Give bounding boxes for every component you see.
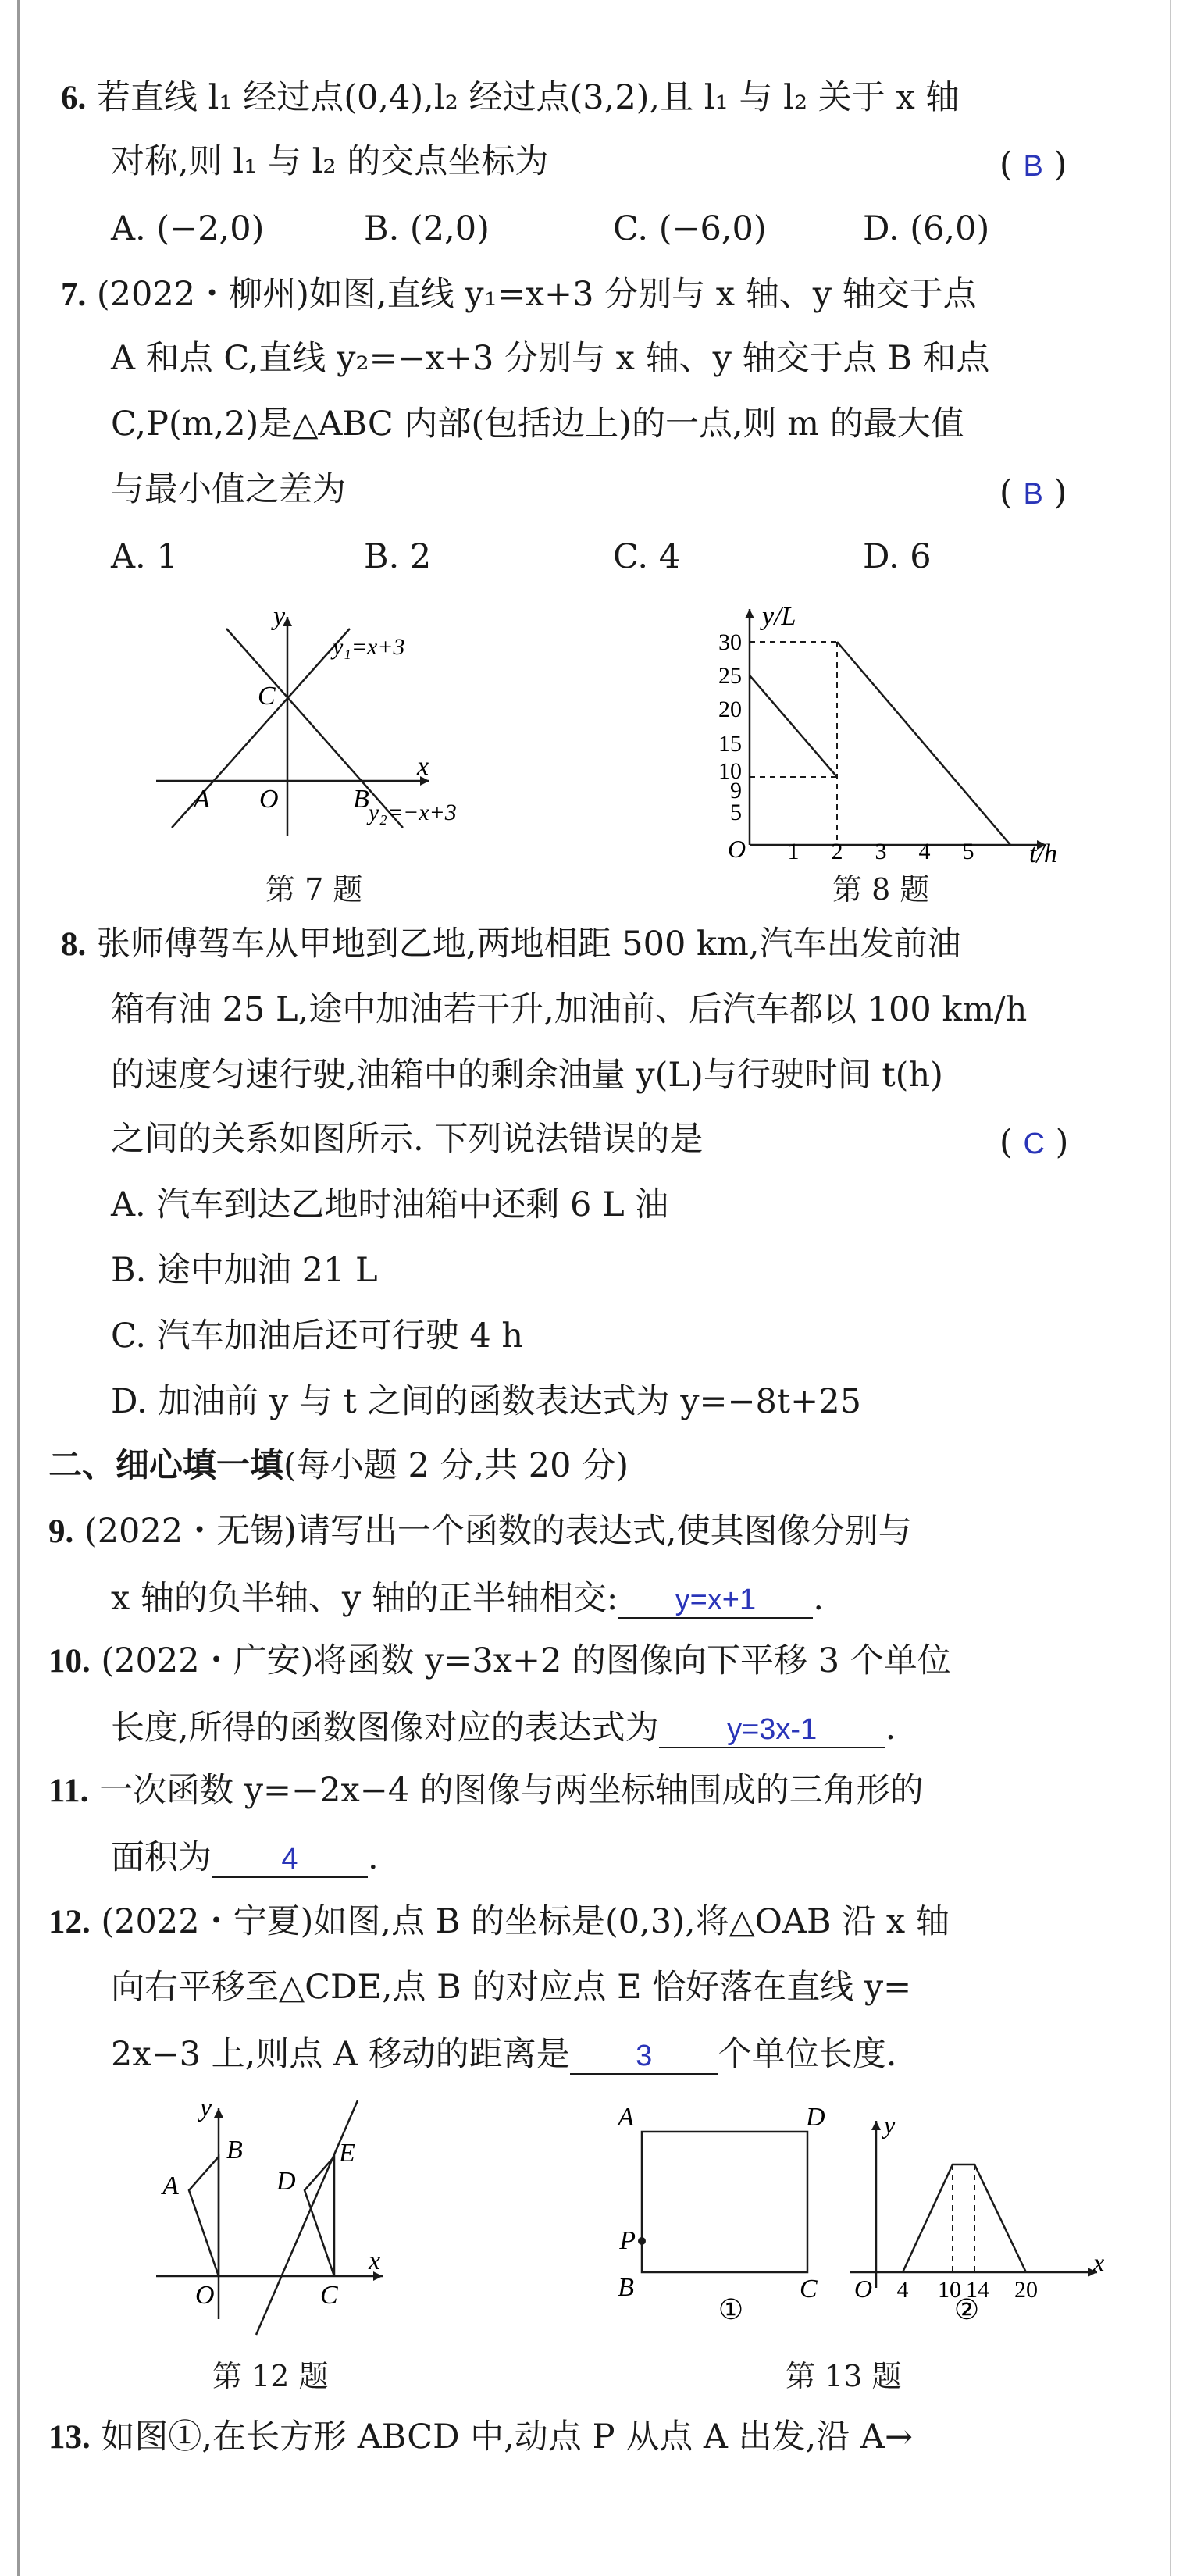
question-8-line-4: 之间的关系如图所示. 下列说法错误的是 <box>111 1120 704 1159</box>
question-8-answer: C <box>1023 1128 1045 1160</box>
question-11-line-1 <box>48 1771 924 1810</box>
question-10-end: . <box>885 1708 896 1748</box>
question-7-option-c: C. 4 <box>613 537 681 576</box>
fig8-xlabel: t/h <box>1029 839 1057 867</box>
question-8-line-1 <box>61 925 961 964</box>
page-left-edge <box>17 0 20 2576</box>
fig13-label-c: C <box>800 2275 818 2303</box>
question-8-number: 8. <box>61 926 87 963</box>
question-11-text-2: 面积为 <box>111 1838 212 1877</box>
fig7-label-o: O <box>259 785 279 814</box>
question-11-end: . <box>368 1838 379 1877</box>
question-8-line-3: 的速度匀速行驶,油箱中的剩余油量 y(L)与行驶时间 t(h) <box>111 1056 943 1095</box>
question-11-line-2 <box>111 1840 379 1878</box>
question-9-line-1 <box>48 1512 912 1551</box>
fig8-origin: O <box>728 835 746 863</box>
question-12-text-1: (2022・宁夏)如图,点 B 的坐标是(0,3),将△OAB 沿 x 轴 <box>101 1902 950 1941</box>
fig13-graph-tick-10: 10 <box>938 2277 961 2303</box>
figure-7-caption: 第 7 题 <box>265 872 363 907</box>
page-right-edge <box>1170 0 1171 2576</box>
question-9-end: . <box>813 1579 825 1618</box>
fig7-label-b: B <box>353 785 369 814</box>
figure-7-diagram <box>148 601 508 859</box>
fig8-y-arrow <box>745 609 754 618</box>
question-6-line-1 <box>61 78 960 117</box>
question-6-option-a: A. (−2,0) <box>111 209 265 248</box>
fig8-xtick-4: 4 <box>918 839 931 864</box>
fig12-label-e: E <box>339 2139 355 2168</box>
question-6-number: 6. <box>61 80 87 116</box>
figure-12-diagram <box>148 2093 406 2350</box>
question-8-answer-bracket: ( C ) <box>999 1123 1069 1162</box>
fig8-ytick-30: 30 <box>718 629 742 655</box>
question-6-option-d: D. (6,0) <box>863 209 990 248</box>
question-9-text-1: (2022・无锡)请写出一个函数的表达式,使其图像分别与 <box>84 1512 912 1551</box>
fig13-graph-y-arrow <box>871 2121 881 2130</box>
fig13-graph-curve <box>903 2164 1026 2272</box>
question-11-blank <box>212 1840 368 1878</box>
question-13-number: 13. <box>48 2419 91 2456</box>
question-12-line-2: 向右平移至△CDE,点 B 的对应点 E 恰好落在直线 y= <box>111 1968 912 2007</box>
question-6-text-1: 若直线 l₁ 经过点(0,4),l₂ 经过点(3,2),且 l₁ 与 l₂ 关于 x 轴 <box>96 78 960 117</box>
fig8-xtick-2: 2 <box>831 839 843 864</box>
fig8-ytick-20: 20 <box>718 697 742 722</box>
question-9-line-2 <box>111 1580 824 1619</box>
figure-8-graph <box>687 593 1093 867</box>
question-12-text-3: 2x−3 上,则点 A 移动的距离是 <box>111 2035 570 2074</box>
fig13-point-p <box>638 2237 646 2245</box>
question-11-text-1: 一次函数 y=−2x−4 的图像与两坐标轴围成的三角形的 <box>99 1771 924 1810</box>
section-2-heading <box>48 1446 629 1485</box>
fig13-graph-tick-4: 4 <box>896 2277 909 2303</box>
figure-13-caption: 第 13 题 <box>786 2359 902 2393</box>
question-12-blank <box>570 2036 718 2075</box>
fig13-rectangle <box>642 2132 807 2272</box>
question-9-text-2: x 轴的负半轴、y 轴的正半轴相交: <box>111 1579 618 1618</box>
fig12-label-c: C <box>320 2281 338 2310</box>
question-12-line-3 <box>111 2036 896 2075</box>
fig8-ytick-25: 25 <box>718 663 742 689</box>
question-8-line-2: 箱有油 25 L,途中加油若干升,加油前、后汽车都以 100 km/h <box>111 990 1028 1029</box>
fig12-label-b: B <box>226 2136 243 2164</box>
fig13-label-d: D <box>806 2103 825 2132</box>
fig8-ylabel: y/L <box>762 602 796 631</box>
fig13-mark-2: ② <box>953 2294 980 2325</box>
fig13-label-a: A <box>618 2103 634 2132</box>
question-7-number: 7. <box>61 276 87 313</box>
question-7-option-b: B. 2 <box>364 537 432 576</box>
fig12-triangle-cde <box>305 2157 334 2276</box>
question-10-text-1: (2022・广安)将函数 y=3x+2 的图像向下平移 3 个单位 <box>101 1641 951 1680</box>
question-10-blank <box>659 1710 885 1748</box>
question-7-line-4: 与最小值之差为 <box>111 470 346 509</box>
fig7-eq-y1: y₁=x+3 <box>333 634 405 660</box>
fig13-label-b: B <box>618 2273 634 2302</box>
fig7-label-x: x <box>417 752 429 781</box>
fig8-xtick-5: 5 <box>962 839 974 864</box>
question-11-answer: 4 <box>281 1843 298 1876</box>
question-8-option-c: C. 汽车加油后还可行驶 4 h <box>111 1317 524 1356</box>
fig13-mark-1: ① <box>718 2294 744 2325</box>
fig8-ytick-5: 5 <box>730 800 742 825</box>
question-12-number: 12. <box>48 1904 91 1940</box>
question-6-line-2: 对称,则 l₁ 与 l₂ 的交点坐标为 <box>111 142 549 181</box>
fig12-label-x: x <box>369 2246 381 2275</box>
fig8-segment-before <box>750 675 837 777</box>
question-9-number: 9. <box>48 1513 74 1550</box>
question-10-line-2 <box>111 1710 896 1748</box>
fig12-label-d: D <box>276 2167 296 2196</box>
fig13-graph-tick-20: 20 <box>1014 2277 1038 2303</box>
question-8-option-d: D. 加油前 y 与 t 之间的函数表达式为 y=−8t+25 <box>111 1382 861 1421</box>
question-13-text-1: 如图①,在长方形 ABCD 中,动点 P 从点 A 出发,沿 A→ <box>101 2417 914 2457</box>
section-2-title: 二、细心填一填 <box>48 1446 283 1485</box>
question-10-answer: y=3x-1 <box>727 1713 818 1746</box>
question-7-line-3: C,P(m,2)是△ABC 内部(包括边上)的一点,则 m 的最大值 <box>111 404 964 444</box>
question-6-answer: B <box>1023 150 1043 183</box>
question-7-option-d: D. 6 <box>863 537 932 576</box>
fig12-triangle-oab <box>189 2157 219 2276</box>
question-7-option-a: A. 1 <box>111 537 178 576</box>
question-6-answer-bracket: ( B ) <box>999 145 1067 184</box>
question-10-number: 10. <box>48 1643 91 1680</box>
fig7-label-a: A <box>194 785 210 814</box>
fig8-ytick-15: 15 <box>718 731 742 757</box>
question-12-answer: 3 <box>636 2040 653 2072</box>
question-7-answer: B <box>1023 478 1043 511</box>
fig7-eq-y2: y₂=−x+3 <box>369 800 457 825</box>
fig8-ytick-9: 9 <box>730 778 742 803</box>
fig13-label-p: P <box>619 2226 636 2255</box>
question-10-line-1 <box>48 1641 951 1680</box>
question-7-answer-bracket: ( B ) <box>999 473 1067 512</box>
question-7-line-1 <box>61 275 977 314</box>
fig8-xtick-1: 1 <box>787 839 800 864</box>
question-7-line-2: A 和点 C,直线 y₂=−x+3 分别与 x 轴、y 轴交于点 B 和点 <box>111 339 990 378</box>
question-12-line-1 <box>48 1902 950 1941</box>
question-12-text-3b: 个单位长度. <box>718 2035 897 2074</box>
fig12-label-o: O <box>195 2281 215 2310</box>
fig7-label-y: y <box>273 602 286 631</box>
fig8-xtick-3: 3 <box>875 839 887 864</box>
question-8-option-a: A. 汽车到达乙地时油箱中还剩 6 L 油 <box>111 1185 669 1224</box>
section-2-note: (每小题 2 分,共 20 分) <box>283 1446 629 1485</box>
fig12-label-y: y <box>200 2093 212 2122</box>
question-8-option-b: B. 途中加油 21 L <box>111 1251 378 1290</box>
question-9-blank <box>618 1580 813 1619</box>
fig8-segment-after <box>837 642 1010 845</box>
fig12-line-2x-3 <box>256 2100 358 2335</box>
question-6-option-b: B. (2,0) <box>364 209 490 248</box>
fig13-graph-tick-14: 14 <box>966 2277 989 2303</box>
question-8-text-1: 张师傅驾车从甲地到乙地,两地相距 500 km,汽车出发前油 <box>96 925 961 964</box>
question-13-line-1 <box>48 2417 914 2457</box>
fig13-graph-label-x: x <box>1093 2248 1105 2276</box>
figure-12-caption: 第 12 题 <box>212 2359 329 2393</box>
question-6-option-c: C. (−6,0) <box>613 209 767 248</box>
fig12-label-a: A <box>162 2172 179 2200</box>
fig13-graph-origin: O <box>854 2275 873 2303</box>
question-11-number: 11. <box>48 1773 89 1809</box>
figure-8-caption: 第 8 题 <box>832 872 930 907</box>
fig12-y-arrow <box>214 2108 223 2118</box>
question-10-text-2: 长度,所得的函数图像对应的表达式为 <box>111 1708 659 1748</box>
fig7-label-c: C <box>258 682 276 711</box>
question-7-text-1: (2022・柳州)如图,直线 y₁=x+3 分别与 x 轴、y 轴交于点 <box>96 275 977 314</box>
question-9-answer: y=x+1 <box>675 1584 757 1616</box>
figure-13-diagram <box>601 2093 1132 2350</box>
fig8-ytick-10: 10 <box>718 758 742 784</box>
fig13-graph-label-y: y <box>884 2111 896 2139</box>
